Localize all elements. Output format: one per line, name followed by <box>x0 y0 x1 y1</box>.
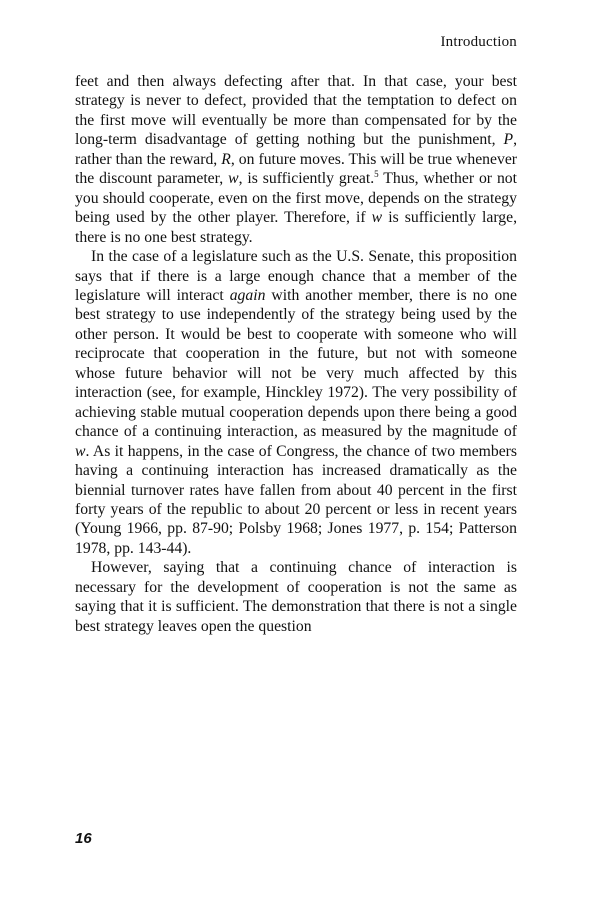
variable-w: w <box>228 170 239 188</box>
emphasis-again: again <box>229 286 266 304</box>
text-run: , on future moves. This will be true whenever the discount parameter, <box>75 150 518 188</box>
footnote-marker[interactable]: 5 <box>374 169 379 180</box>
text-run: , rather than the reward, <box>75 131 517 168</box>
text-run: In the case of a legislature such as the U.S. Senate, this proposition says that if there is a large enough chance that a member of the legislature will interact <box>75 248 517 304</box>
body-text <box>75 72 517 636</box>
page-number: 16 <box>75 830 92 847</box>
variable-p: P <box>503 131 514 149</box>
text-run: Thus, whether or not you should cooperate, even on the first move, depends on the strategy being used by the other player. Therefore, if <box>75 170 517 227</box>
paragraph-1 <box>75 72 517 247</box>
text-run: However, saying that a continuing chance of interaction is necessary for the development of cooperation is not the same as saying that it is sufficient. The demonstration that there is not a single best strategy leaves open the question <box>75 559 517 635</box>
variable-w: w <box>371 209 383 227</box>
paragraph-2 <box>75 247 517 558</box>
text-run: with another member, there is no one best strategy to use independently of the strategy being used by the other person. It would be best to cooperate with someone who will reciprocate that cooperation in the future, but not with someone whose future behavior will not be very much affected by this interaction (see, for example, Hinckley 1972). The very possibility of achieving stable mutual cooperation depends upon there being a good chance of a continuing interaction, as measured by the magnitude of <box>75 286 517 441</box>
running-header: Introduction <box>440 34 517 50</box>
text-run: . As it happens, in the case of Congress, the chance of two members having a continuing interaction has increased dramatically as the biennial turnover rates have fallen from about 40 percent in the first forty years of the republic to about 20 percent or less in recent years (Young 1966, pp. 87-90; Polsby 1968; Jones 1977, p. 154; Patterson 1978, pp. 143-44). <box>75 442 517 557</box>
text-run: is sufficiently large, there is no one best strategy. <box>75 209 517 246</box>
variable-w: w <box>75 442 86 460</box>
text-run: feet and then always defecting after that. In that case, your best strategy is never to defect, provided that the temptation to defect on the first move will eventually be more than compensated for by the long-term disadvantage of getting nothing but the punishment, <box>75 73 517 149</box>
paragraph-3 <box>75 558 517 636</box>
text-run: , is sufficiently great. <box>238 170 375 188</box>
variable-r: R <box>221 150 231 168</box>
